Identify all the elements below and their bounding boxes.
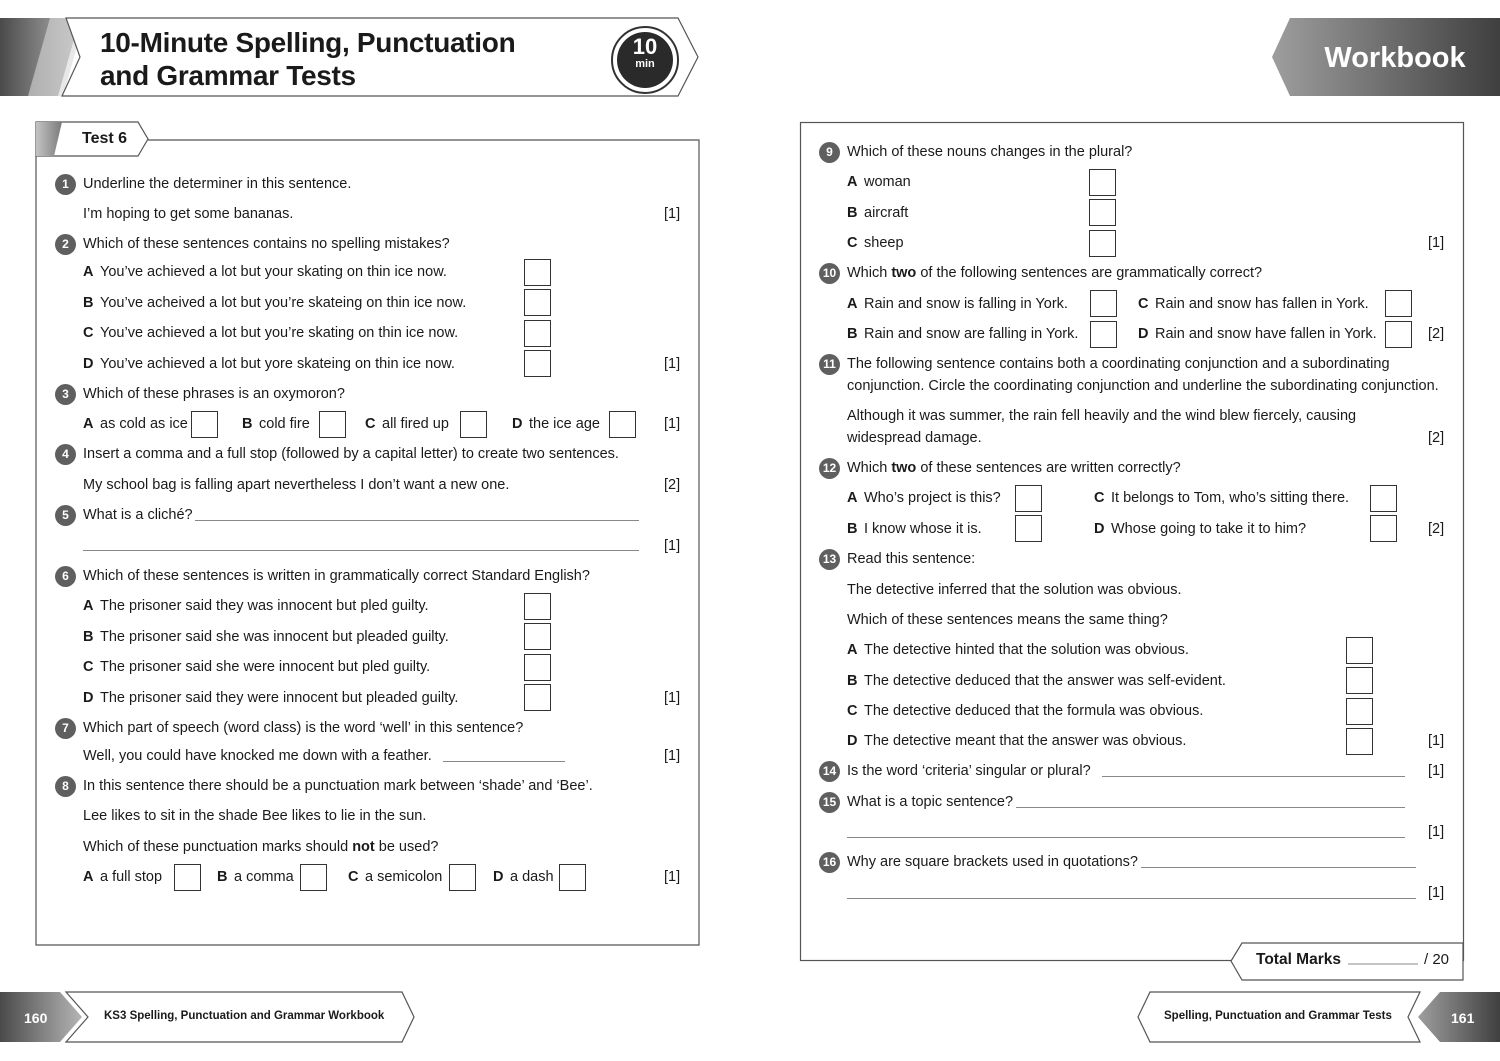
question-prompt: Which of these sentences is written in grammatically correct Standard English?	[83, 568, 590, 584]
question-prompt: Which of these nouns changes in the plural?	[847, 144, 1133, 160]
question-number: 16	[819, 852, 840, 873]
question-sentence: Lee likes to sit in the shade Bee likes to lie in the sun.	[83, 808, 427, 824]
mark-value: [1]	[1428, 763, 1445, 779]
question-number: 8	[55, 776, 76, 797]
option-item: C You’ve achieved a lot but you’re skating on thin ice now.	[83, 325, 459, 341]
option-item: A The prisoner said they was innocent but pled guilty.	[83, 598, 429, 614]
answer-checkbox[interactable]	[1090, 321, 1117, 348]
question-prompt: Which of these sentences contains no spelling mistakes?	[83, 236, 450, 252]
question-number: 11	[819, 354, 840, 375]
answer-line[interactable]	[1102, 776, 1405, 777]
question-subprompt: Which of these sentences means the same thing?	[847, 612, 1168, 628]
answer-line[interactable]	[847, 837, 1405, 838]
answer-checkbox[interactable]	[1346, 698, 1373, 725]
page-number-left: 160	[24, 1010, 48, 1026]
timer-unit: min	[635, 58, 655, 70]
question-prompt: What is a topic sentence?	[847, 794, 1014, 810]
answer-checkbox[interactable]	[1346, 728, 1373, 755]
question-number: 4	[55, 444, 76, 465]
question-prompt: Which two of these sentences are written correctly?	[847, 460, 1181, 476]
question-sentence: Although it was summer, the rain fell heavily and the wind blew fiercely, causing	[847, 408, 1357, 424]
option-item: A Rain and snow is falling in York.	[847, 296, 1068, 312]
option-item: A woman	[847, 174, 911, 190]
answer-checkbox[interactable]	[524, 289, 551, 316]
mark-value: [1]	[664, 356, 681, 372]
question-prompt: Which two of the following sentences are grammatically correct?	[847, 265, 1263, 281]
answer-checkbox[interactable]	[1370, 485, 1397, 512]
question-number: 15	[819, 792, 840, 813]
answer-checkbox[interactable]	[319, 411, 346, 438]
question-subprompt: Which of these punctuation marks should not be used?	[83, 839, 439, 855]
option-item: D a dash	[493, 869, 554, 885]
option-item: C a semicolon	[348, 869, 443, 885]
mark-value: [2]	[1428, 430, 1445, 446]
mark-value: [1]	[664, 690, 681, 706]
option-item: D The prisoner said they were innocent but pleaded guilty.	[83, 690, 459, 706]
question-prompt: What is a cliché?	[83, 507, 193, 523]
answer-checkbox[interactable]	[460, 411, 487, 438]
answer-checkbox[interactable]	[191, 411, 218, 438]
answer-checkbox[interactable]	[524, 320, 551, 347]
question-number: 5	[55, 505, 76, 526]
option-item: C The prisoner said she were innocent but pled guilty.	[83, 659, 431, 675]
answer-checkbox[interactable]	[1370, 515, 1397, 542]
total-marks-label: Total Marks	[1256, 951, 1341, 968]
answer-checkbox[interactable]	[1346, 667, 1373, 694]
answer-checkbox[interactable]	[1346, 637, 1373, 664]
mark-value: [2]	[1428, 521, 1445, 537]
option-item: B aircraft	[847, 205, 909, 221]
question-number: 1	[55, 174, 76, 195]
test-label: Test 6	[82, 130, 128, 147]
option-item: A a full stop	[83, 869, 163, 885]
answer-checkbox[interactable]	[1090, 290, 1117, 317]
answer-checkbox[interactable]	[1385, 290, 1412, 317]
answer-checkbox[interactable]	[1385, 321, 1412, 348]
answer-checkbox[interactable]	[1089, 230, 1116, 257]
question-prompt: Is the word ‘criteria’ singular or plural?	[847, 763, 1091, 779]
mark-value: [2]	[1428, 326, 1445, 342]
option-item: A The detective hinted that the solution was obvious.	[847, 642, 1189, 658]
question-prompt: Which of these phrases is an oxymoron?	[83, 386, 345, 402]
option-item: C It belongs to Tom, who’s sitting there.	[1094, 490, 1350, 506]
option-item: D Rain and snow have fallen in York.	[1138, 326, 1377, 342]
question-number: 9	[819, 142, 840, 163]
footer-title-right: Spelling, Punctuation and Grammar Tests	[1164, 1010, 1392, 1022]
answer-line[interactable]	[847, 898, 1416, 899]
question-number: 14	[819, 761, 840, 782]
option-item: C sheep	[847, 235, 904, 251]
timer-icon	[612, 28, 678, 92]
option-item: A You’ve achieved a lot but your skating on thin ice now.	[83, 264, 447, 280]
option-item: C The detective deduced that the formula was obvious.	[847, 703, 1204, 719]
answer-checkbox[interactable]	[174, 864, 201, 891]
mark-value: [1]	[664, 748, 681, 764]
option-item: C all fired up	[365, 416, 449, 432]
answer-checkbox[interactable]	[524, 350, 551, 377]
option-item: B a comma	[217, 869, 294, 885]
answer-checkbox[interactable]	[609, 411, 636, 438]
question-sentence: My school bag is falling apart nevertheless I don’t want a new one.	[83, 477, 510, 493]
question-prompt: Insert a comma and a full stop (followed by a capital letter) to create two sentences.	[83, 446, 619, 462]
question-number: 12	[819, 458, 840, 479]
mark-value: [1]	[664, 538, 681, 554]
option-item: B I know whose it is.	[847, 521, 982, 537]
option-item: B The detective deduced that the answer was self-evident.	[847, 673, 1226, 689]
question-sentence: The detective inferred that the solution was obvious.	[847, 582, 1182, 598]
answer-checkbox[interactable]	[524, 259, 551, 286]
answer-checkbox[interactable]	[449, 864, 476, 891]
question-number: 6	[55, 566, 76, 587]
option-item: B cold fire	[242, 416, 310, 432]
option-item: B You’ve acheived a lot but you’re skateing on thin ice now.	[83, 295, 467, 311]
workbook-label: Workbook	[1324, 42, 1466, 74]
mark-value: [1]	[1428, 824, 1445, 840]
option-item: D You’ve achieved a lot but yore skateing on thin ice now.	[83, 356, 455, 372]
mark-value: [1]	[664, 206, 681, 222]
answer-line[interactable]	[83, 550, 639, 551]
question-prompt: Which part of speech (word class) is the word ‘well’ in this sentence?	[83, 720, 524, 736]
option-item: B Rain and snow are falling in York.	[847, 326, 1079, 342]
page-number-right: 161	[1451, 1010, 1475, 1026]
answer-checkbox[interactable]	[1089, 199, 1116, 226]
answer-checkbox[interactable]	[524, 684, 551, 711]
question-sentence: Well, you could have knocked me down with a feather.	[83, 748, 432, 764]
mark-value: [2]	[664, 477, 681, 493]
question-number: 2	[55, 234, 76, 255]
question-sentence: I’m hoping to get some bananas.	[83, 206, 294, 222]
total-marks-value: / 20	[1424, 951, 1450, 968]
mark-value: [1]	[1428, 885, 1445, 901]
answer-line[interactable]	[195, 520, 639, 521]
answer-checkbox[interactable]	[1015, 515, 1042, 542]
question-prompt: conjunction. Circle the coordinating conjunction and underline the subordinating conjunction.	[847, 378, 1439, 394]
answer-checkbox[interactable]	[1089, 169, 1116, 196]
timer-number: 10	[632, 34, 658, 59]
option-item: A as cold as ice	[83, 416, 188, 432]
answer-checkbox[interactable]	[300, 864, 327, 891]
mark-value: [1]	[1428, 733, 1445, 749]
answer-checkbox[interactable]	[559, 864, 586, 891]
answer-line[interactable]	[1016, 807, 1405, 808]
mark-value: [1]	[664, 869, 681, 885]
question-prompt: Why are square brackets used in quotations?	[847, 854, 1138, 870]
question-prompt: Read this sentence:	[847, 551, 976, 567]
option-item: D Whose going to take it to him?	[1094, 521, 1307, 537]
footer-title-left: KS3 Spelling, Punctuation and Grammar Workbook	[104, 1010, 385, 1022]
option-item: D The detective meant that the answer was obvious.	[847, 733, 1187, 749]
option-item: B The prisoner said she was innocent but pleaded guilty.	[83, 629, 449, 645]
answer-checkbox[interactable]	[524, 623, 551, 650]
question-sentence: widespread damage.	[847, 430, 982, 446]
question-number: 13	[819, 549, 840, 570]
mark-value: [1]	[664, 416, 681, 432]
answer-checkbox[interactable]	[524, 654, 551, 681]
question-number: 7	[55, 718, 76, 739]
option-item: D the ice age	[512, 416, 600, 432]
page-title: 10-Minute Spelling, Punctuation and Grammar Tests	[100, 27, 516, 91]
mark-value: [1]	[1428, 235, 1445, 251]
question-prompt: The following sentence contains both a coordinating conjunction and a subordinating	[847, 356, 1390, 372]
option-item: A Who’s project is this?	[847, 490, 1001, 506]
answer-line[interactable]	[443, 761, 565, 762]
option-item: C Rain and snow has fallen in York.	[1138, 296, 1369, 312]
question-prompt: In this sentence there should be a punctuation mark between ‘shade’ and ‘Bee’.	[83, 778, 593, 794]
answer-checkbox[interactable]	[1015, 485, 1042, 512]
question-number: 10	[819, 263, 840, 284]
question-prompt: Underline the determiner in this sentence.	[83, 176, 352, 192]
answer-checkbox[interactable]	[524, 593, 551, 620]
question-number: 3	[55, 384, 76, 405]
answer-line[interactable]	[1141, 867, 1416, 868]
